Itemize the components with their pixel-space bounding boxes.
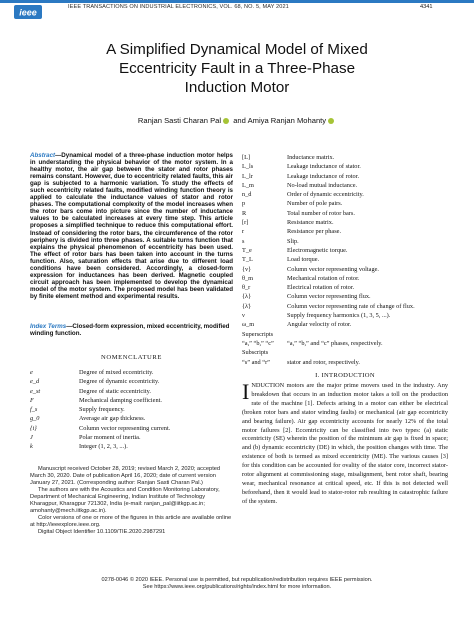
drop-cap: I [242, 379, 250, 404]
abstract-text: —Dynamical model of a three-phase induction motor helps in understanding the physical behavior of the motor system. In a healthy motor, the air gap between the stator and rotor phases remains constant. However, due to eccentricity related faults, this air gap is subjected to a harmonic variation. To study the effects of such eccentricity related faults, modified winding function theory is applied to calculate the inductance values of stator and rotor phases. The computational complexity of the model increases when the rotor bars come into picture since the number of inductance values to be calculated increases at every time step. This article proposes a simplified technique to reduce this computational effort. Instead of considering the rotor bars, the circumference of the rotor periphery is divided into three phases. A suitable turns function that explains the physical phenomenon of eccentricity has been used. The effect of rotor bars has been taken into account in the turns function. Also, saturation effects that arise due to different load conditions have been considered. Accordingly, a closed-form expression for inductances has been derived. Magnetic coupled circuit approach has been implemented to develop the dynamical model of the motor system. The proposed model has been validated by finite element method and experimental results. [30, 152, 233, 300]
definition: Number of pole pairs. [287, 200, 343, 208]
nomenclature-row [242, 265, 448, 274]
nomenclature-list [30, 368, 240, 451]
nomenclature-row [242, 209, 448, 218]
nomenclature-row [30, 377, 240, 386]
definition: No-load mutual inductance. [287, 181, 358, 189]
ieee-logo [14, 5, 42, 19]
nomenclature-row [242, 320, 448, 329]
copyright-footer [0, 577, 474, 591]
author-name[interactable]: Amiya Ranjan Mohanty [247, 116, 327, 125]
definition: Supply frequency. [79, 406, 125, 413]
index-terms-lead: Index Terms [30, 323, 67, 330]
definition: Average air gap thickness. [79, 415, 146, 423]
nomenclature-row [30, 387, 240, 396]
nomenclature-row [242, 358, 448, 367]
paper-title [0, 40, 474, 97]
symbol: r [242, 228, 245, 236]
nomenclature-row [242, 255, 448, 264]
svg-text:ieee: ieee [19, 7, 37, 18]
definition: Load torque. [287, 256, 320, 264]
symbol: e [30, 369, 33, 376]
definition: Supply frequency harmonics (1, 3, 5, ...). [287, 312, 391, 320]
definition: Column vector representing rate of change of flux. [287, 302, 415, 310]
nomenclature-row [242, 283, 448, 292]
affiliation-note: The authors are with the Acoustics and Condition Monitoring Laboratory, Department of Mechanical Engineering, Indian Institute of Technology Kharagpur, Kharagpur 721302, India (e-mail: ranjan_pal@iitkgp.ac.in; amohanty@mech.iitkgp.ac.in). [30, 487, 220, 514]
nomenclature-row [242, 162, 448, 171]
definition: Degree of mixed eccentricity. [79, 369, 154, 376]
symbol: Superscripts [242, 330, 274, 338]
definition: Order of dynamic eccentricity. [287, 191, 364, 199]
definition: Resistance per phase. [287, 228, 342, 236]
definition: Polar moment of inertia. [79, 433, 141, 441]
header-accent-bar [0, 0, 474, 3]
definition: Inductance matrix. [287, 154, 335, 161]
definition: Electrical rotation of rotor. [287, 284, 355, 292]
symbol: “a,” “b,” “c” [242, 339, 274, 347]
author-name[interactable]: Ranjan Sasti Charan Pal [137, 116, 222, 125]
symbol: {λ} [242, 293, 252, 301]
nomenclature-heading: NOMENCLATURE [100, 354, 163, 361]
nomenclature-row [242, 302, 448, 311]
symbol: e_st [30, 387, 41, 395]
definition: Total number of rotor bars. [287, 209, 355, 217]
symbol: R [242, 209, 247, 217]
introduction-text: NDUCTION motors are the major prime movers used in the industry. Any breakdown that occurs in an induction motor takes a toll on the production rate of the machine [1]. Defects arising in a motor can either be electrical (broken rotor bars and stator winding faults) or mechanical (air gap eccentricity and bearing failure). Air gap eccentricity accounts for nearly 12% of the total motor failures [2]. Eccentricity can be classified into two types: (a) static eccentricity (SE) wherein the position of the minimum air gap is fixed in space; and (b) dynamic eccentricity (DE) in which, the position changes with time. The existence of both is termed as mixed eccentricity (ME). The various causes [3] for this condition can be accounted for ovality of the stator core, incorrect stator-rotor alignment at commissioning stage, misalignment, bent rotor shaft, bearing wear, mechanical resonance at critical speed, etc. If this is not detected well beforehand, then it would lead to stator-rotor rub resulting in catastrophic failure of the system. [242, 382, 448, 505]
author-connector: and [233, 116, 246, 125]
definition: Resistance matrix. [287, 219, 334, 227]
doi-note[interactable]: Digital Object Identifier 10.1109/TIE.2020.2987291 [38, 529, 166, 535]
nomenclature-row [30, 396, 240, 405]
manuscript-note: Manuscript received October 28, 2019; revised March 2, 2020; accepted March 30, 2020. Date of publication April 16, 2020; date of current version January 27, 2021. (Corresponding author: Ranjan Sasti Charan Pal.) [30, 466, 221, 486]
definition: Angular velocity of rotor. [287, 321, 352, 329]
definition: Mechanical damping coefficient. [79, 396, 162, 404]
symbol: ν [242, 312, 245, 320]
nomenclature-row [242, 218, 448, 227]
definition: Slip. [287, 237, 299, 245]
symbol: n_d [242, 191, 252, 199]
author-line [0, 116, 474, 125]
symbol: [L] [242, 154, 251, 161]
orcid-icon[interactable] [328, 118, 334, 124]
nomenclature-row [242, 237, 448, 246]
symbol: ω_m [242, 321, 255, 329]
symbol: {λ̇} [242, 302, 252, 310]
index-terms [30, 323, 233, 337]
symbol: e_d [30, 378, 40, 386]
symbol: F [30, 396, 34, 404]
abstract [30, 152, 233, 300]
section-heading: I. INTRODUCTION [315, 372, 375, 379]
nomenclature-row [30, 424, 240, 433]
symbol: p [242, 200, 246, 208]
title-line: Eccentricity Fault in a Three-Phase [118, 60, 356, 77]
nomenclature-row [30, 433, 240, 442]
index-terms-text: —Closed-form expression, mixed eccentricity, modified winding function. [30, 323, 230, 338]
symbol: {v} [242, 265, 252, 273]
definition: “a,” “b,” and “c” phases, respectively. [287, 339, 383, 347]
nomenclature-row [242, 199, 448, 208]
symbol: s [242, 237, 245, 245]
symbol: k [30, 443, 33, 450]
symbol: L_lr [242, 172, 253, 180]
definition: Leakage inductance of stator. [287, 163, 361, 171]
definition: Mechanical rotation of rotor. [287, 274, 360, 282]
definition: Column vector representing current. [79, 424, 171, 432]
introduction-body [242, 379, 448, 507]
symbol: f_s [30, 406, 38, 413]
symbol: L_m [242, 181, 254, 189]
definition: Integer (1, 2, 3, ...). [79, 443, 128, 450]
nomenclature-row [242, 190, 448, 199]
nomenclature-row [242, 172, 448, 181]
symbol: L_ls [242, 163, 254, 171]
symbol: [r] [242, 219, 249, 227]
nomenclature-row [242, 153, 448, 162]
symbol: {i} [30, 424, 37, 432]
definition: Leakage inductance of rotor. [287, 172, 360, 180]
definition: Electromagnetic torque. [287, 246, 348, 254]
nomenclature-row [30, 368, 240, 377]
nomenclature-row [242, 311, 448, 320]
definition: Degree of static eccentricity. [79, 387, 151, 395]
page-number: 4341 [420, 4, 433, 10]
symbol: T_e [242, 246, 252, 254]
nomenclature-row [30, 405, 240, 414]
symbol: g_0 [30, 415, 40, 423]
symbol: T_L [242, 256, 253, 264]
copyright-line: 0278-0046 © 2020 IEEE. Personal use is permitted, but republication/redistribution requires IEEE permission. [101, 577, 373, 583]
symbol: θ_r [242, 284, 251, 292]
nomenclature-row [30, 414, 240, 423]
title-line: Induction Motor [184, 79, 290, 96]
nomenclature-row [242, 246, 448, 255]
nomenclature-row [242, 339, 448, 348]
journal-line: IEEE TRANSACTIONS ON INDUSTRIAL ELECTRONICS, VOL. 68, NO. 5, MAY 2021 [68, 4, 289, 10]
title-line: A Simplified Dynamical Model of Mixed [106, 41, 368, 58]
definition: stator and rotor, respectively. [287, 358, 360, 366]
symbol: Subscripts [242, 349, 269, 357]
color-note: Color versions of one or more of the figures in this article are available online at http://ieeexplore.ieee.org. [30, 515, 232, 528]
nomenclature-continued [242, 153, 448, 367]
nomenclature-subheading [242, 330, 448, 339]
symbol: J [30, 433, 33, 441]
definition: Column vector representing flux. [287, 293, 371, 301]
nomenclature-row [30, 442, 240, 451]
nomenclature-row [242, 292, 448, 301]
nomenclature-row [242, 274, 448, 283]
abstract-lead: Abstract [30, 152, 56, 159]
nomenclature-row [242, 227, 448, 236]
first-page-notes [30, 466, 233, 536]
symbol: “s” and “r” [242, 358, 270, 366]
nomenclature-subheading [242, 348, 448, 357]
definition: Column vector representing voltage. [287, 265, 379, 273]
nomenclature-row [242, 181, 448, 190]
orcid-icon[interactable] [223, 118, 229, 124]
rights-link[interactable]: See https://www.ieee.org/publications/rights/index.html for more information. [142, 584, 332, 590]
definition: Degree of dynamic eccentricity. [79, 378, 160, 386]
symbol: θ_m [242, 274, 254, 282]
